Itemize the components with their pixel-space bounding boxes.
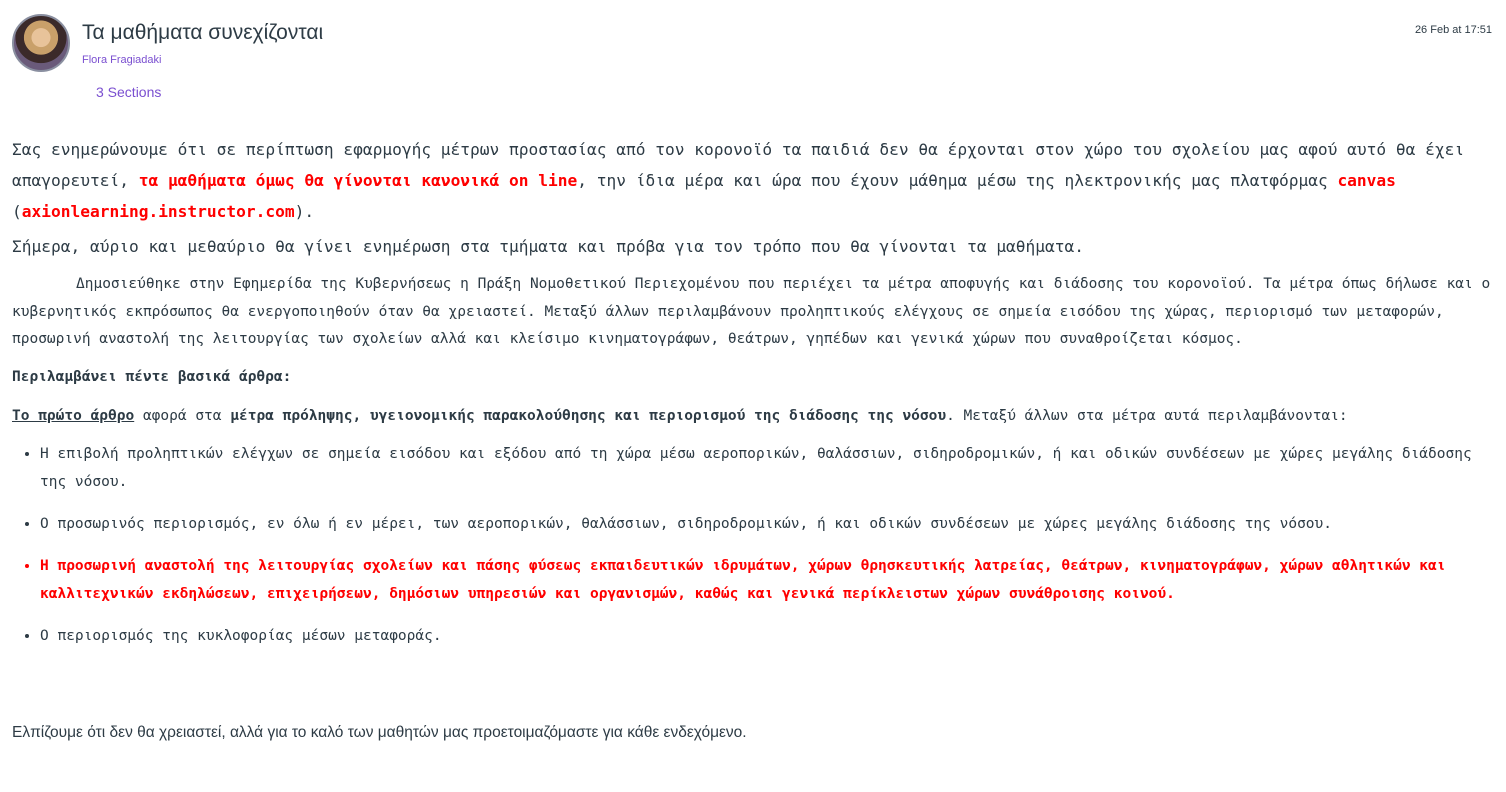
measures-bold: μέτρα πρόληψης, υγειονομικής παρακολούθησης και περιορισμού της διάδοσης της νόσου: [230, 407, 947, 424]
list-item: • Ο προσωρινός περιορισμός, εν όλω ή εν μέρει, των αεροπορικών, θαλάσσιων, σιδηροδρομικών, ή και οδικών συνδέσεων με χώρες μεγάλης διάδοσης της νόσου.: [40, 510, 1494, 538]
list-item: • Η επιβολή προληπτικών ελέγχων σε σημεία εισόδου και εξόδου από τη χώρα μέσω αεροπορικών, θαλάσσιων, σιδηροδρομικών, ή και οδικών συνδέσεων με χώρες μεγάλης διάδοσης της νόσου.: [40, 440, 1494, 496]
text-span: αφορά στα: [134, 407, 231, 424]
paragraph-rehearsal: Σήμερα, αύριο και μεθαύριο θα γίνει ενημέρωση στα τμήματα και πρόβα για τον τρόπο που θα γίνονται τα μαθήματα.: [12, 237, 1085, 256]
text-span: (: [12, 202, 22, 221]
text-span: . Μεταξύ άλλων στα μέτρα αυτά περιλαμβάνονται:: [946, 407, 1348, 424]
paragraph-gazette: Δημοσιεύθηκε στην Εφημερίδα της Κυβερνήσεως η Πράξη Νομοθετικού Περιεχομένου που περιέχει τα μέτρα αποφυγής και διάδοσης του κορονοϊού. Τα μέτρα όπως δήλωσε και ο κυβερνητικός εκπρόσωπος θα ενεργοποιηθούν όταν θα χρειαστεί. Μεταξύ άλλων περιλαμβάνουν προληπτικούς ελέγχους σε σημεία εισόδου της χώρας, περιορισμό των μεταφορών, προσωρινή αναστολή της λειτουργίας των σχολείων αλλά και κλείσιμο κινηματογράφων, θεάτρων, γηπέδων και γενικά χώρων που συναθροίζεται κόσμος.: [12, 276, 1491, 347]
paragraph-intro: [12, 134, 1494, 227]
author-link[interactable]: Flora Fragiadaki: [82, 54, 162, 66]
announcement-body: [12, 134, 1494, 664]
list-item: • Η προσωρινή αναστολή της λειτουργίας σχολείων και πάσης φύσεως εκπαιδευτικών ιδρυμάτων, χώρων θρησκευτικής λατρείας, θεάτρων, κινηματογράφων, χώρων αθλητικών και καλλιτεχνικών εκδηλώσεων, επιχειρήσεων, δημόσιων υπηρεσιών και οργανισμών, καθώς και γενικά περίκλειστων χώρων συνάθροισης κοινού.: [40, 552, 1494, 608]
paragraph-first-article: [12, 403, 1494, 430]
post-timestamp: 26 Feb at 17:51: [1414, 24, 1492, 36]
highlight-canvas: canvas: [1337, 171, 1396, 190]
announcement-title: Τα μαθήματα συνεχίζονται: [82, 21, 324, 44]
text-span: ).: [294, 202, 315, 221]
highlight-online: τα μαθήματα όμως θα γίνονται κανονικά on line: [138, 171, 578, 190]
announcement-header: [12, 14, 1492, 104]
text-span: Σας ενημερώνουμε ότι σε περίπτωση εφαρμογής μέτρων προστασίας από τον κορονοϊό τα παιδιά δεν θα έρχονται στον χώρο του σχολείου μας αφού αυτό θα έχει απαγορευτεί,: [12, 140, 1465, 190]
measures-list: [12, 440, 1494, 650]
list-item: • Ο περιορισμός της κυκλοφορίας μέσων μεταφοράς.: [40, 622, 1494, 650]
paragraph-articles-heading: Περιλαμβάνει πέντε βασικά άρθρα:: [12, 368, 292, 385]
highlight-url: axionlearning.instructor.com: [21, 202, 295, 221]
closing-paragraph: Ελπίζουμε ότι δεν θα χρειαστεί, αλλά για το καλό των μαθητών μας προετοιμαζόμαστε για κάθε ενδεχόμενο.: [12, 724, 747, 741]
avatar[interactable]: [12, 14, 70, 72]
text-span: , την ίδια μέρα και ώρα που έχουν μάθημα μέσω της ηλεκτρονικής μας πλατφόρμας: [577, 171, 1338, 190]
first-article-label: Το πρώτο άρθρο: [12, 407, 135, 424]
sections-link[interactable]: 3 Sections: [96, 84, 162, 100]
